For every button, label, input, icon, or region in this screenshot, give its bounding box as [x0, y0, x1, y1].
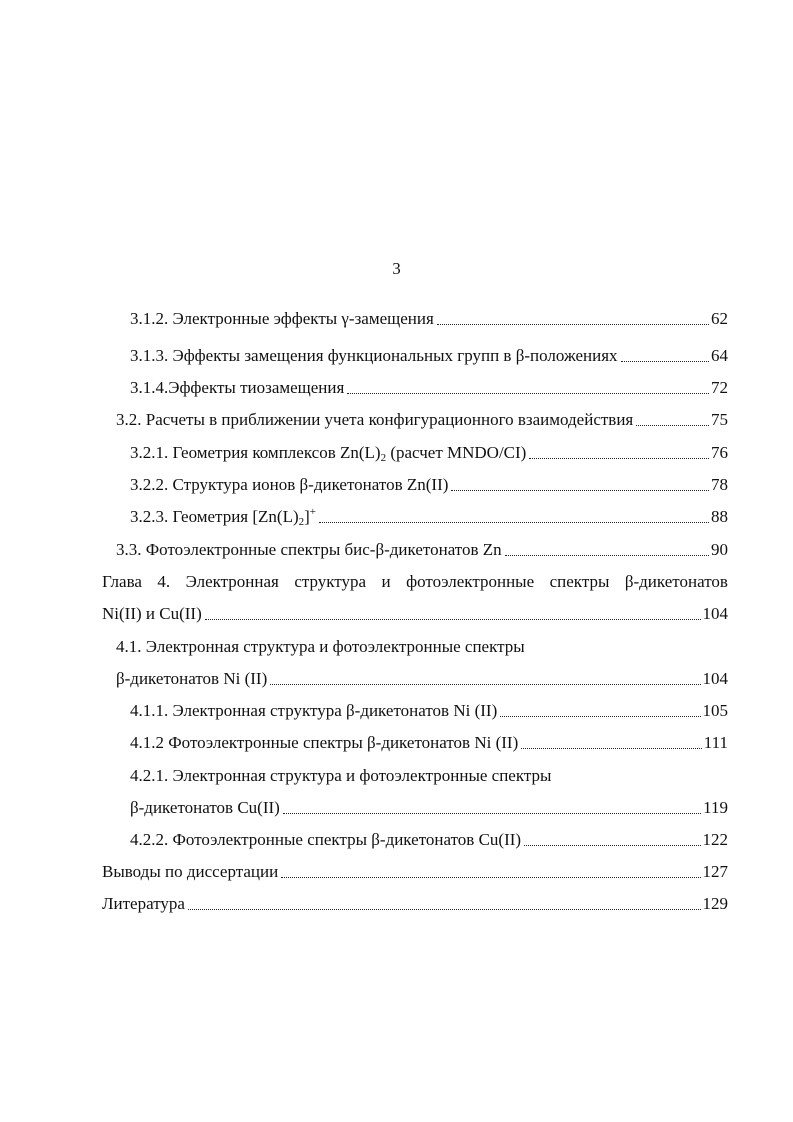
toc-entry-label: 4.1.2 Фотоэлектронные спектры β-дикетонатов Ni (II) — [130, 733, 519, 752]
dot-leader — [347, 392, 709, 394]
toc-entry-3-3 — [116, 537, 728, 561]
page-number: 3 — [392, 259, 401, 278]
toc-entry-4-1-1 — [130, 698, 728, 722]
toc-entry-page: 129 — [702, 894, 728, 913]
heading-word: Глава — [102, 572, 142, 591]
toc-entry-page: 64 — [711, 346, 728, 365]
heading-word: β-дикетонатов — [624, 572, 728, 591]
toc-entry-page: 88 — [711, 507, 728, 526]
toc-entry-3-1-3 — [130, 343, 728, 367]
toc-entry-label: β-дикетонатов Cu(II) — [130, 798, 280, 817]
toc-entry-4-2-2 — [130, 827, 728, 851]
toc-entry-label: 3.1.4.Эффекты тиозамещения — [130, 378, 345, 397]
toc-entry-label: 3.1.2. Электронные эффекты γ-замещения — [130, 309, 434, 328]
toc-entry-conclusions — [102, 859, 728, 883]
toc-entry-label: Выводы по диссертации — [102, 862, 279, 881]
heading-word: Электронная — [185, 572, 279, 591]
toc-entry-page: 104 — [702, 669, 728, 688]
toc-entry-literature — [102, 891, 728, 915]
toc-entry-3-2-3 — [130, 504, 728, 528]
dot-leader — [529, 457, 709, 459]
toc-entry-page: 90 — [711, 540, 728, 559]
toc-entry-chapter-4 — [102, 601, 728, 625]
dot-leader — [437, 323, 709, 325]
toc-entry-4-1-heading — [116, 634, 728, 658]
dot-leader — [505, 554, 709, 556]
heading-word: 4. — [157, 572, 171, 591]
toc-entry-label: Ni(II) и Cu(II) — [102, 604, 202, 623]
toc-entry-page: 119 — [703, 798, 728, 817]
heading-word: структура — [294, 572, 367, 591]
toc-entry-label: 4.2.1. Электронная структура и фотоэлектронные спектры — [130, 766, 552, 785]
toc-entry-3-1-4 — [130, 375, 728, 399]
toc-entry-label: 4.1. Электронная структура и фотоэлектронные спектры — [116, 637, 525, 656]
toc-entry-label: 3.2.3. Геометрия $[Zn(L)_2]^+$ — [130, 506, 317, 528]
toc-entry-label: 3.2.2. Структура ионов β-дикетонатов Zn(II) — [130, 475, 449, 494]
toc-entry-label: Литература — [102, 894, 185, 913]
toc-entry-page: 76 — [711, 443, 728, 462]
heading-word: спектры — [549, 572, 610, 591]
toc-entry-page: 78 — [711, 475, 728, 494]
dot-leader — [621, 360, 709, 362]
dot-leader — [524, 844, 700, 846]
dot-leader — [205, 618, 701, 620]
toc-entry-4-1 — [116, 666, 728, 690]
toc-entry-page: 127 — [702, 862, 728, 881]
toc-entry-3-2 — [116, 407, 728, 431]
toc-entry-label: 3.2.1. Геометрия комплексов $Zn(L)_2$ (расчет MNDO/CI) — [130, 443, 527, 464]
toc-entry-4-1-2 — [130, 730, 728, 754]
toc-entry-page: 62 — [711, 309, 728, 328]
toc-entry-label: 4.1.1. Электронная структура β-дикетонатов Ni (II) — [130, 701, 498, 720]
dot-leader — [270, 683, 700, 685]
toc-entry-page: 72 — [711, 378, 728, 397]
dot-leader — [283, 812, 701, 814]
toc-entry-4-2-1 — [130, 795, 728, 819]
heading-word: фотоэлектронные — [406, 572, 535, 591]
toc-entry-page: 122 — [702, 830, 728, 849]
dot-leader — [319, 521, 709, 523]
toc-entry-label: 4.2.2. Фотоэлектронные спектры β-дикетонатов Cu(II) — [130, 830, 522, 849]
toc-entry-3-2-1 — [130, 440, 728, 464]
toc-entry-label: β-дикетонатов Ni (II) — [116, 669, 268, 688]
heading-word: и — [381, 572, 391, 591]
toc-entry-label: 3.1.3. Эффекты замещения функциональных групп в β-положениях — [130, 346, 618, 365]
dot-leader — [521, 747, 702, 749]
toc-entry-page: 104 — [702, 604, 728, 623]
dot-leader — [281, 876, 700, 878]
toc-chapter-4-heading — [102, 569, 728, 593]
dot-leader — [636, 424, 709, 426]
toc-entry-page: 105 — [702, 701, 728, 720]
toc-entry-page: 111 — [703, 733, 728, 752]
dot-leader — [500, 715, 700, 717]
toc-entry-page: 75 — [711, 410, 728, 429]
toc-entry-label: 3.2. Расчеты в приближении учета конфигурационного взаимодействия — [116, 410, 634, 429]
toc-entry-4-2-1-heading — [130, 763, 728, 787]
toc-entry-3-2-2 — [130, 472, 728, 496]
dot-leader — [188, 908, 701, 910]
toc-entry-3-1-2 — [130, 306, 728, 330]
toc-entry-label: 3.3. Фотоэлектронные спектры бис-β-дикетонатов Zn — [116, 540, 502, 559]
dot-leader — [451, 489, 709, 491]
